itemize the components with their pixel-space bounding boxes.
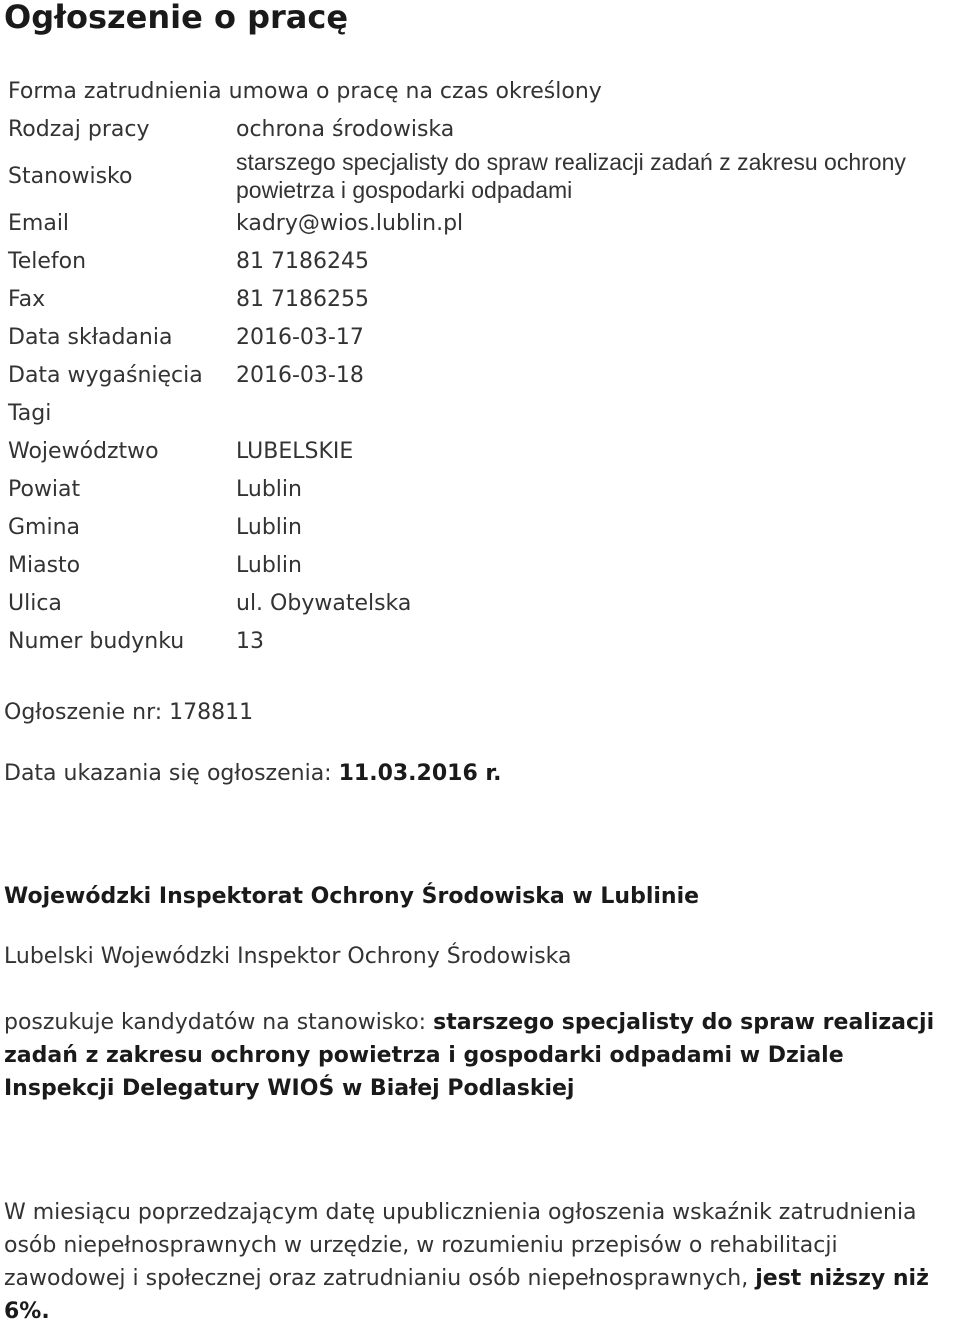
- submission-date-value: 2016-03-17: [236, 324, 364, 350]
- offer-number-value: 178811: [169, 700, 254, 725]
- street-value: ul. Obywatelska: [236, 590, 412, 616]
- tags-row: [8, 394, 948, 432]
- publication-date-value: 11.03.2016 r.: [338, 761, 502, 786]
- expiry-date-value: 2016-03-18: [236, 362, 364, 388]
- county-row: [8, 470, 948, 508]
- street-row: [8, 584, 948, 622]
- organization-name: Wojewódzki Inspektorat Ochrony Środowiska w Lublinie: [4, 884, 700, 909]
- commune-value: Lublin: [236, 514, 302, 540]
- county-value: Lublin: [236, 476, 302, 502]
- position-label: Stanowisko: [8, 163, 133, 189]
- voivodeship-row: [8, 432, 948, 470]
- indicator-paragraph: [4, 1196, 959, 1328]
- submission-date-label: Data składania: [8, 324, 173, 350]
- city-row: [8, 546, 948, 584]
- building-number-row: [8, 622, 948, 660]
- position-row: [8, 148, 948, 204]
- city-value: Lublin: [236, 552, 302, 578]
- fax-value: 81 7186255: [236, 286, 369, 312]
- email-label: Email: [8, 210, 70, 236]
- indicator-text: W miesiącu poprzedzającym datę upublicznienia ogłoszenia wskaźnik zatrudnienia osób niepełnosprawnych w urzędzie, w rozumieniu przepisów o rehabilitacji zawodowej i społecznej oraz zatrudnianiu osób niepełnosprawnych,: [4, 1200, 917, 1291]
- employment-form-row: [8, 72, 948, 110]
- search-prefix: poszukuje kandydatów na stanowisko:: [4, 1010, 427, 1035]
- search-position: starszego specjalisty do spraw realizacji zadań z zakresu ochrony powietrza i gospodarki odpadami w Dziale Inspekcji Delegatury WIOŚ w Białej Podlaskiej: [4, 1010, 935, 1101]
- city-label: Miasto: [8, 552, 81, 578]
- offer-number-label: Ogłoszenie nr:: [4, 700, 163, 725]
- voivodeship-label: Województwo: [8, 438, 159, 464]
- phone-label: Telefon: [8, 248, 87, 274]
- fax-row: [8, 280, 948, 318]
- employment-form-label: Forma zatrudnienia: [8, 78, 222, 104]
- county-label: Powiat: [8, 476, 81, 502]
- publication-date: [4, 761, 502, 786]
- submission-date-row: [8, 318, 948, 356]
- fax-label: Fax: [8, 286, 46, 312]
- work-type-value: ochrona środowiska: [236, 116, 455, 142]
- publication-date-label: Data ukazania się ogłoszenia:: [4, 761, 332, 786]
- street-label: Ulica: [8, 590, 62, 616]
- search-paragraph: [4, 1006, 959, 1105]
- indicator-emphasis: jest niższy niż 6%.: [4, 1266, 929, 1324]
- offer-number: [4, 700, 253, 725]
- email-row: [8, 204, 948, 242]
- email-value[interactable]: kadry@wios.lublin.pl: [236, 210, 464, 236]
- page-title: Ogłoszenie o pracę: [4, 0, 349, 36]
- job-details: [8, 72, 948, 660]
- voivodeship-value: LUBELSKIE: [236, 438, 354, 464]
- work-type-row: [8, 110, 948, 148]
- tags-label: Tagi: [8, 400, 52, 426]
- work-type-label: Rodzaj pracy: [8, 116, 150, 142]
- commune-row: [8, 508, 948, 546]
- commune-label: Gmina: [8, 514, 81, 540]
- employment-form-value: umowa o pracę na czas określony: [228, 78, 602, 104]
- expiry-date-row: [8, 356, 948, 394]
- inspector-name: Lubelski Wojewódzki Inspektor Ochrony Środowiska: [4, 944, 572, 969]
- building-number-value: 13: [236, 628, 264, 654]
- position-value: starszego specjalisty do spraw realizacji zadań z zakresu ochrony powietrza i gospodarki odpadami: [236, 149, 906, 203]
- building-number-label: Numer budynku: [8, 628, 185, 654]
- phone-value: 81 7186245: [236, 248, 369, 274]
- phone-row: [8, 242, 948, 280]
- expiry-date-label: Data wygaśnięcia: [8, 362, 203, 388]
